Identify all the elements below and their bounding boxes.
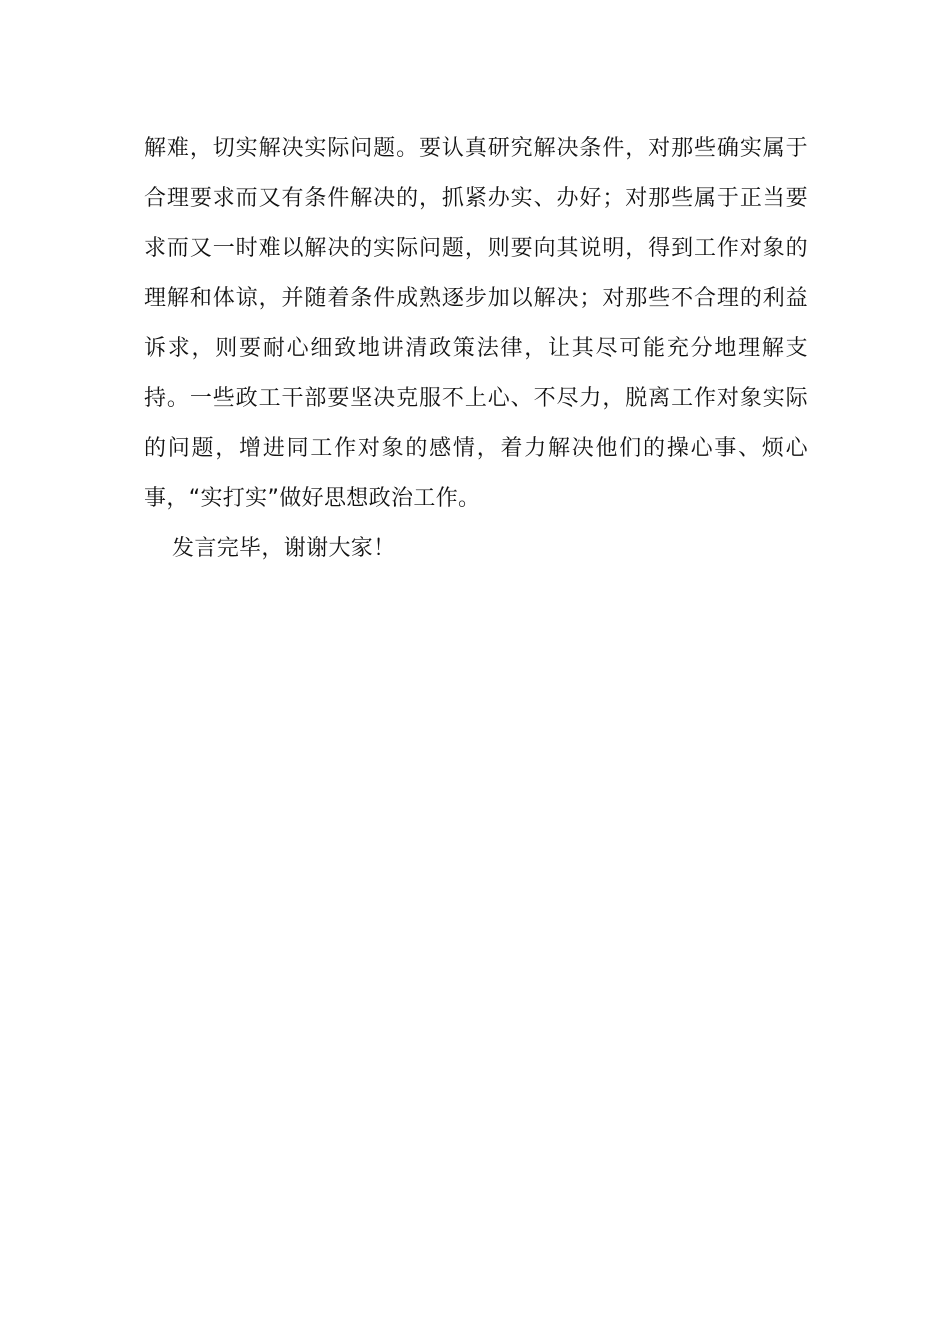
paragraph-line: 诉求，则要耐心细致地讲清政策法律，让其尽可能充分地理解支 xyxy=(144,336,808,361)
paragraph-line: 解难，切实解决实际问题。要认真研究解决条件，对那些确实属于 xyxy=(144,136,808,161)
closing-remark: 发言完毕，谢谢大家！ xyxy=(172,536,396,561)
document-body xyxy=(144,124,808,574)
paragraph-line: 事，“实打实”做好思想政治工作。 xyxy=(144,486,481,511)
paragraph-line: 求而又一时难以解决的实际问题，则要向其说明，得到工作对象的 xyxy=(144,236,808,261)
paragraph-line: 合理要求而又有条件解决的，抓紧办实、办好；对那些属于正当要 xyxy=(144,186,808,211)
paragraph-line: 理解和体谅，并随着条件成熟逐步加以解决；对那些不合理的利益 xyxy=(144,286,808,311)
paragraph-line: 的问题，增进同工作对象的感情，着力解决他们的操心事、烦心 xyxy=(144,436,808,461)
paragraph xyxy=(144,124,808,524)
paragraph-line: 持。一些政工干部要坚决克服不上心、不尽力，脱离工作对象实际 xyxy=(144,386,808,411)
